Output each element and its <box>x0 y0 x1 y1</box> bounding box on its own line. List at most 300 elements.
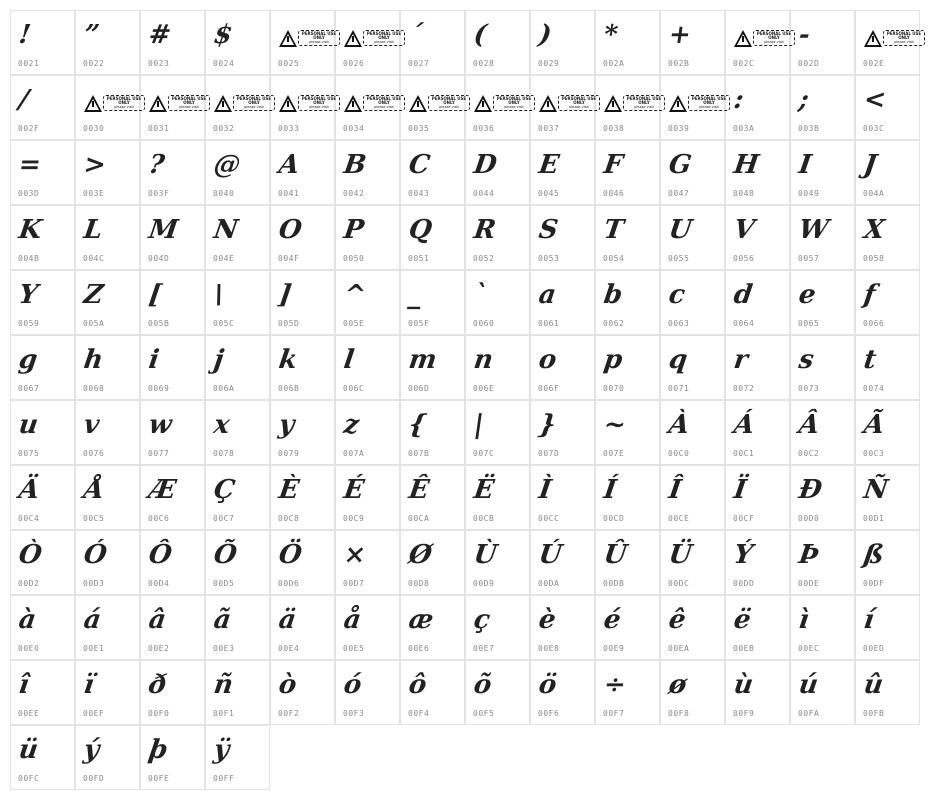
glyph-cell <box>205 75 270 140</box>
glyph-char: { <box>406 410 428 440</box>
glyph-code: 00DA <box>538 579 560 588</box>
glyph-char: è <box>536 605 558 635</box>
glyph-code: 0024 <box>213 59 235 68</box>
glyph-code: 00DB <box>603 579 625 588</box>
glyph-code: 004D <box>148 254 170 263</box>
glyph-cell <box>725 270 790 335</box>
glyph-cell <box>270 205 335 270</box>
glyph-code: 00E3 <box>213 644 235 653</box>
glyph-char: Ù <box>471 540 499 570</box>
glyph-char: # <box>146 20 173 50</box>
glyph-char: l <box>341 345 356 375</box>
glyph-code: 00F3 <box>343 709 365 718</box>
glyph-cell <box>75 530 140 595</box>
glyph-cell <box>335 595 400 660</box>
glyph-char: í <box>861 605 876 635</box>
glyph-char: Ð <box>796 475 824 505</box>
glyph-cell <box>10 335 75 400</box>
glyph-code: 0045 <box>538 189 560 198</box>
glyph-char: D <box>471 150 499 180</box>
personal-use-warning <box>279 28 341 48</box>
glyph-cell <box>400 205 465 270</box>
glyph-code: 00E0 <box>18 644 40 653</box>
glyph-char: ~ <box>601 410 628 440</box>
glyph-code: 00F7 <box>603 709 625 718</box>
glyph-cell <box>140 530 205 595</box>
glyph-char: ô <box>406 670 429 700</box>
glyph-cell <box>75 725 140 790</box>
glyph-code: 00D0 <box>798 514 820 523</box>
glyph-cell <box>270 335 335 400</box>
glyph-code: 0066 <box>863 319 885 328</box>
glyph-char: u <box>16 410 41 440</box>
glyph-char: V <box>731 215 757 245</box>
glyph-cell <box>465 75 530 140</box>
glyph-char: Ö <box>276 540 304 570</box>
glyph-cell <box>530 465 595 530</box>
glyph-code: 0043 <box>408 189 430 198</box>
glyph-char: Ø <box>406 540 434 570</box>
glyph-code: 0056 <box>733 254 755 263</box>
glyph-char: ( <box>471 20 489 50</box>
glyph-code: 00D9 <box>473 579 495 588</box>
glyph-code: 0065 <box>798 319 820 328</box>
glyph-cell <box>725 400 790 465</box>
glyph-code: 00DD <box>733 579 755 588</box>
glyph-cell <box>335 140 400 205</box>
glyph-code: 0033 <box>278 124 300 133</box>
glyph-code: 007B <box>408 449 430 458</box>
glyph-cell <box>205 465 270 530</box>
glyph-cell <box>530 530 595 595</box>
glyph-code: 0063 <box>668 319 690 328</box>
personal-use-warning <box>604 93 666 113</box>
glyph-code: 0074 <box>863 384 885 393</box>
glyph-code: 00C5 <box>83 514 105 523</box>
glyph-code: 0059 <box>18 319 40 328</box>
glyph-char: Æ <box>146 475 178 505</box>
glyph-code: 0029 <box>538 59 560 68</box>
glyph-char: A <box>276 150 302 180</box>
glyph-code: 0061 <box>538 319 560 328</box>
glyph-char: à <box>16 605 38 635</box>
glyph-code: 0039 <box>668 124 690 133</box>
personal-use-warning <box>864 28 926 48</box>
glyph-cell <box>205 400 270 465</box>
glyph-code: 0064 <box>733 319 755 328</box>
glyph-char: y <box>276 410 297 440</box>
glyph-code: 0044 <box>473 189 495 198</box>
glyph-code: 00D4 <box>148 579 170 588</box>
glyph-code: 006B <box>278 384 300 393</box>
warning-text-box: PERSONAL USE ONLY please visit fontbeing.com <box>558 95 600 111</box>
glyph-code: 0077 <box>148 449 170 458</box>
glyph-code: 004A <box>863 189 885 198</box>
glyph-code: 00C4 <box>18 514 40 523</box>
warning-triangle-icon <box>539 95 557 112</box>
glyph-cell <box>660 10 725 75</box>
glyph-code: 00FF <box>213 774 235 783</box>
glyph-cell <box>205 530 270 595</box>
glyph-cell <box>205 335 270 400</box>
glyph-code: 00D3 <box>83 579 105 588</box>
glyph-char: M <box>146 215 180 245</box>
glyph-char: o <box>536 345 559 375</box>
warning-text-box: PERSONAL USE ONLY please visit fontbeing.com <box>688 95 730 111</box>
glyph-code: 00E4 <box>278 644 300 653</box>
glyph-cell <box>75 270 140 335</box>
glyph-cell <box>400 595 465 660</box>
glyph-char: i <box>146 345 161 375</box>
glyph-cell <box>75 75 140 140</box>
personal-use-warning <box>669 93 731 113</box>
glyph-code: 0075 <box>18 449 40 458</box>
glyph-char: P <box>341 215 366 245</box>
glyph-char: Ü <box>666 540 694 570</box>
glyph-cell <box>400 335 465 400</box>
glyph-code: 00FC <box>18 774 40 783</box>
glyph-code: 0052 <box>473 254 495 263</box>
glyph-cell <box>465 400 530 465</box>
glyph-char: á <box>81 605 103 635</box>
glyph-char: / <box>16 85 31 115</box>
glyph-cell <box>270 660 335 725</box>
glyph-cell <box>595 140 660 205</box>
glyph-cell <box>725 140 790 205</box>
glyph-code: 00C9 <box>343 514 365 523</box>
glyph-code: 0055 <box>668 254 690 263</box>
glyph-code: 005B <box>148 319 170 328</box>
glyph-cell <box>270 270 335 335</box>
warning-triangle-icon <box>669 95 687 112</box>
glyph-code: 0041 <box>278 189 300 198</box>
glyph-cell <box>205 595 270 660</box>
glyph-char: Ã <box>861 410 887 440</box>
personal-use-warning <box>149 93 211 113</box>
glyph-char: ” <box>81 20 102 50</box>
glyph-code: 002D <box>798 59 820 68</box>
glyph-cell <box>790 400 855 465</box>
glyph-char: Ä <box>16 475 42 505</box>
glyph-code: 00CE <box>668 514 690 523</box>
glyph-code: 0042 <box>343 189 365 198</box>
glyph-char: Û <box>601 540 629 570</box>
glyph-cell <box>10 75 75 140</box>
warning-triangle-icon <box>279 30 297 47</box>
glyph-code: 00F8 <box>668 709 690 718</box>
glyph-code: 00D5 <box>213 579 235 588</box>
glyph-cell <box>335 270 400 335</box>
glyph-code: 0030 <box>83 124 105 133</box>
glyph-cell <box>725 465 790 530</box>
glyph-char: L <box>81 215 105 245</box>
glyph-code: 00DF <box>863 579 885 588</box>
glyph-char: þ <box>146 735 170 765</box>
glyph-cell <box>725 335 790 400</box>
glyph-code: 0021 <box>18 59 40 68</box>
glyph-code: 0072 <box>733 384 755 393</box>
glyph-char: î <box>16 670 31 700</box>
glyph-cell <box>855 205 920 270</box>
glyph-code: 002B <box>668 59 690 68</box>
glyph-cell <box>595 335 660 400</box>
glyph-cell <box>270 530 335 595</box>
glyph-cell <box>465 660 530 725</box>
glyph-char: x <box>211 410 232 440</box>
warning-triangle-icon <box>604 95 622 112</box>
personal-use-warning <box>734 28 796 48</box>
glyph-code: 0038 <box>603 124 625 133</box>
glyph-code: 007E <box>603 449 625 458</box>
glyph-char: ë <box>731 605 753 635</box>
glyph-char: G <box>666 150 694 180</box>
glyph-char: ö <box>536 670 559 700</box>
warning-triangle-icon <box>149 95 167 112</box>
glyph-code: 003F <box>148 189 170 198</box>
glyph-char: f <box>861 280 878 310</box>
glyph-char: j <box>211 345 226 375</box>
glyph-char: N <box>211 215 240 245</box>
glyph-char: ò <box>276 670 299 700</box>
glyph-cell <box>335 400 400 465</box>
glyph-cell <box>725 660 790 725</box>
glyph-code: 007D <box>538 449 560 458</box>
glyph-code: 0034 <box>343 124 365 133</box>
glyph-cell <box>660 465 725 530</box>
glyph-code: 0023 <box>148 59 170 68</box>
glyph-cell <box>790 75 855 140</box>
glyph-code: 00CF <box>733 514 755 523</box>
glyph-char: É <box>341 475 366 505</box>
glyph-cell <box>335 205 400 270</box>
glyph-cell <box>75 595 140 660</box>
glyph-cell <box>465 140 530 205</box>
glyph-code: 006E <box>473 384 495 393</box>
glyph-code: 003C <box>863 124 885 133</box>
glyph-code: 00FD <box>83 774 105 783</box>
glyph-char: å <box>341 605 363 635</box>
glyph-cell <box>140 725 205 790</box>
glyph-code: 00F1 <box>213 709 235 718</box>
glyph-cell <box>595 595 660 660</box>
glyph-code: 0026 <box>343 59 365 68</box>
glyph-code: 00C2 <box>798 449 820 458</box>
glyph-cell <box>530 140 595 205</box>
glyph-cell <box>530 335 595 400</box>
glyph-char: r <box>731 345 750 375</box>
glyph-code: 0037 <box>538 124 560 133</box>
glyph-cell <box>205 725 270 790</box>
glyph-code: 004E <box>213 254 235 263</box>
glyph-char: ý <box>81 735 102 765</box>
glyph-char: w <box>146 410 174 440</box>
glyph-cell <box>10 595 75 660</box>
glyph-char: | <box>471 410 486 440</box>
glyph-cell <box>855 530 920 595</box>
glyph-cell <box>75 465 140 530</box>
glyph-char: n <box>471 345 496 375</box>
glyph-cell <box>790 335 855 400</box>
glyph-char: : <box>731 85 746 115</box>
glyph-cell <box>595 270 660 335</box>
glyph-char: Ý <box>731 540 755 570</box>
glyph-code: 0022 <box>83 59 105 68</box>
glyph-code: 005E <box>343 319 365 328</box>
glyph-char: J <box>861 150 879 180</box>
glyph-code: 0035 <box>408 124 430 133</box>
glyph-cell <box>140 205 205 270</box>
warning-text-box: PERSONAL USE ONLY please visit fontbeing.com <box>363 95 405 111</box>
glyph-char: Z <box>81 280 106 310</box>
glyph-cell <box>10 530 75 595</box>
glyph-char: m <box>406 345 439 375</box>
glyph-code: 003E <box>83 189 105 198</box>
glyph-char: g <box>16 345 40 375</box>
glyph-char: a <box>536 280 558 310</box>
glyph-cell <box>595 10 660 75</box>
glyph-cell <box>790 595 855 660</box>
glyph-cell <box>595 660 660 725</box>
glyph-char: k <box>276 345 300 375</box>
glyph-cell <box>790 530 855 595</box>
glyph-cell <box>270 10 335 75</box>
glyph-cell <box>335 465 400 530</box>
glyph-char: ; <box>796 85 811 115</box>
glyph-code: 00E8 <box>538 644 560 653</box>
glyph-cell <box>75 660 140 725</box>
glyph-cell <box>335 335 400 400</box>
glyph-char: ÷ <box>601 670 628 700</box>
glyph-code: 0031 <box>148 124 170 133</box>
personal-use-warning <box>344 28 406 48</box>
glyph-char: H <box>731 150 761 180</box>
glyph-cell <box>530 400 595 465</box>
glyph-cell <box>205 660 270 725</box>
glyph-cell <box>790 140 855 205</box>
glyph-char: Ê <box>406 475 431 505</box>
glyph-cell <box>10 140 75 205</box>
glyph-char: \ <box>211 280 226 310</box>
glyph-cell <box>205 140 270 205</box>
warning-text-box: PERSONAL USE ONLY please visit fontbeing.com <box>883 30 925 46</box>
glyph-cell <box>530 75 595 140</box>
glyph-code: 00D8 <box>408 579 430 588</box>
glyph-cell <box>855 660 920 725</box>
glyph-cell <box>595 530 660 595</box>
warning-text-box: PERSONAL USE ONLY please visit fontbeing.com <box>298 95 340 111</box>
glyph-cell <box>530 595 595 660</box>
glyph-cell <box>855 465 920 530</box>
glyph-char: ä <box>276 605 298 635</box>
glyph-cell <box>140 400 205 465</box>
glyph-cell <box>790 465 855 530</box>
glyph-char: À <box>666 410 692 440</box>
glyph-cell <box>660 400 725 465</box>
glyph-char: é <box>601 605 623 635</box>
glyph-cell <box>660 140 725 205</box>
glyph-code: 0069 <box>148 384 170 393</box>
glyph-cell <box>335 660 400 725</box>
glyph-char: Þ <box>796 540 821 570</box>
glyph-cell <box>140 75 205 140</box>
glyph-code: 00F2 <box>278 709 300 718</box>
glyph-char: ü <box>16 735 41 765</box>
glyph-code: 00EF <box>83 709 105 718</box>
glyph-cell <box>855 400 920 465</box>
glyph-char: e <box>796 280 818 310</box>
glyph-cell <box>595 400 660 465</box>
glyph-cell <box>660 205 725 270</box>
glyph-code: 0076 <box>83 449 105 458</box>
glyph-code: 00CC <box>538 514 560 523</box>
glyph-char: ï <box>81 670 96 700</box>
glyph-char: d <box>731 280 755 310</box>
glyph-code: 005D <box>278 319 300 328</box>
glyph-char: È <box>276 475 301 505</box>
glyph-cell <box>660 595 725 660</box>
glyph-cell <box>400 75 465 140</box>
glyph-cell <box>725 595 790 660</box>
glyph-code: 00F0 <box>148 709 170 718</box>
glyph-code: 00CA <box>408 514 430 523</box>
personal-use-warning <box>344 93 406 113</box>
glyph-cell <box>465 10 530 75</box>
warning-triangle-icon <box>344 30 362 47</box>
glyph-char: p <box>601 345 625 375</box>
glyph-cell <box>855 270 920 335</box>
glyph-code: 00C1 <box>733 449 755 458</box>
glyph-code: 00C7 <box>213 514 235 523</box>
glyph-cell <box>660 270 725 335</box>
glyph-code: 00DE <box>798 579 820 588</box>
glyph-code: 0050 <box>343 254 365 263</box>
glyph-char: ! <box>16 20 33 50</box>
glyph-cell <box>75 140 140 205</box>
glyph-char: Õ <box>211 540 239 570</box>
glyph-char: Q <box>406 215 434 245</box>
glyph-cell <box>10 725 75 790</box>
glyph-char: = <box>16 150 43 180</box>
glyph-cell <box>75 400 140 465</box>
glyph-cell <box>855 595 920 660</box>
glyph-cell <box>140 270 205 335</box>
glyph-cell <box>595 75 660 140</box>
glyph-code: 00C0 <box>668 449 690 458</box>
glyph-cell <box>400 10 465 75</box>
glyph-code: 00F4 <box>408 709 430 718</box>
glyph-code: 00E1 <box>83 644 105 653</box>
warning-triangle-icon <box>474 95 492 112</box>
glyph-char: ´ <box>406 20 425 50</box>
glyph-char: [ <box>146 280 164 310</box>
glyph-char: Å <box>81 475 107 505</box>
glyph-cell <box>140 660 205 725</box>
glyph-code: 00DC <box>668 579 690 588</box>
glyph-code: 00E5 <box>343 644 365 653</box>
glyph-code: 00F9 <box>733 709 755 718</box>
glyph-code: 0046 <box>603 189 625 198</box>
glyph-cell <box>725 205 790 270</box>
glyph-char: Ó <box>81 540 109 570</box>
glyph-code: 00D2 <box>18 579 40 588</box>
personal-use-warning <box>279 93 341 113</box>
glyph-code: 002F <box>18 124 40 133</box>
glyph-cell <box>270 465 335 530</box>
glyph-code: 003A <box>733 124 755 133</box>
warning-triangle-icon <box>409 95 427 112</box>
glyph-cell <box>725 75 790 140</box>
glyph-char: ß <box>861 540 886 570</box>
